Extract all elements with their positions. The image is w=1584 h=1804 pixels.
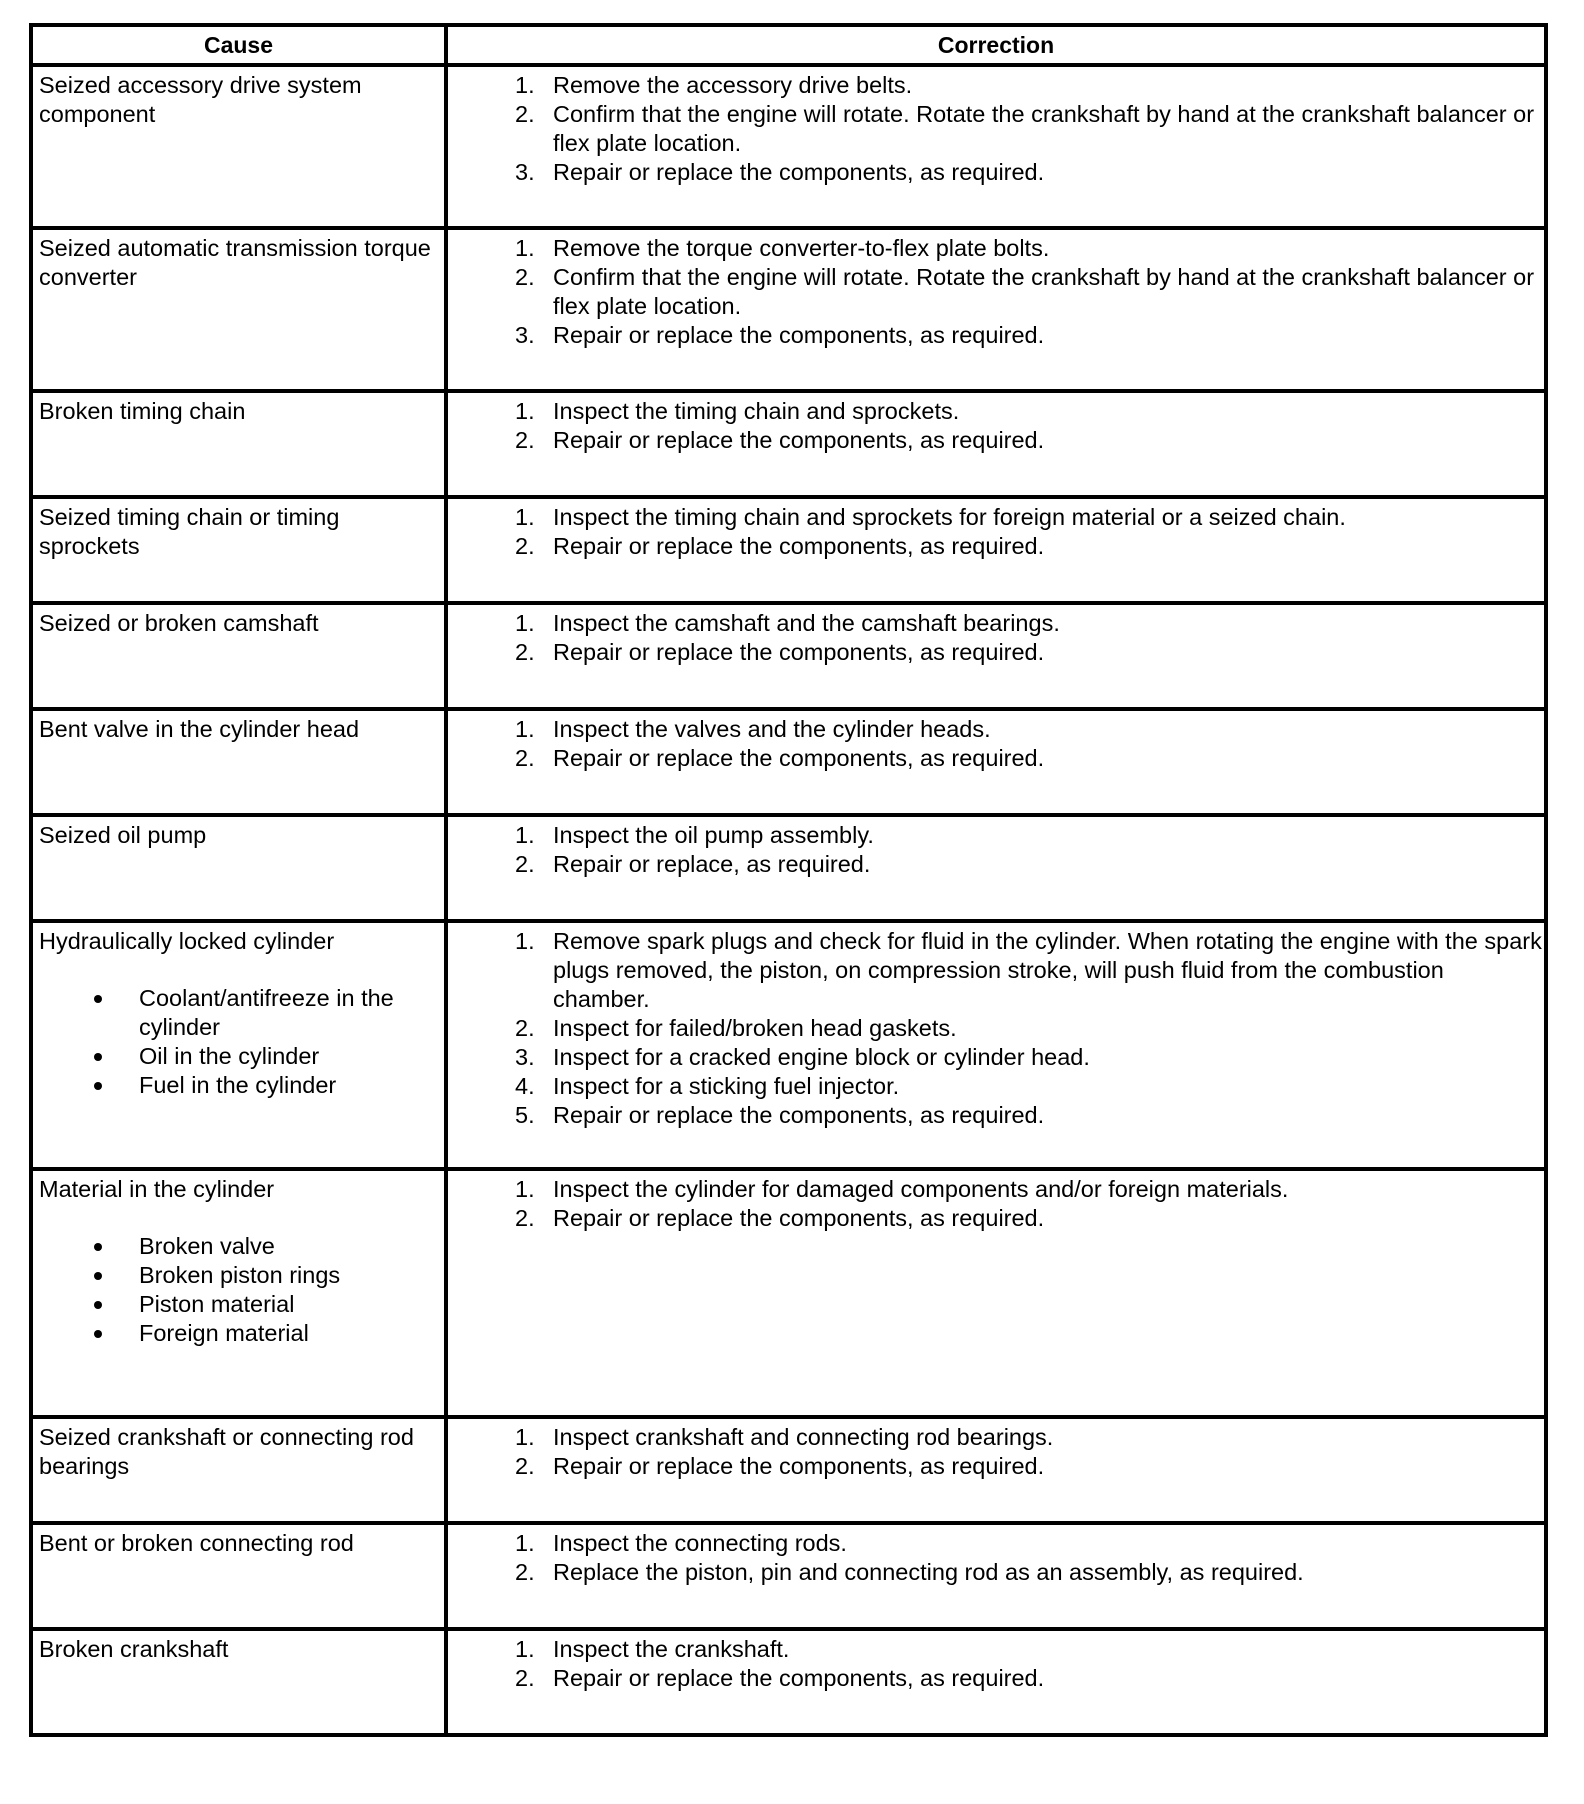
cause-text: Material in the cylinder: [39, 1176, 275, 1202]
step-number: 1.: [515, 1176, 535, 1202]
correction-steps: [448, 715, 1544, 773]
cause-text: Seized timing chain or timing sprockets: [39, 504, 340, 559]
correction-step: [448, 1635, 1544, 1664]
correction-step: [448, 1452, 1544, 1481]
table-row: [31, 1169, 1546, 1417]
step-text: Repair or replace the components, as required.: [553, 1453, 1045, 1479]
sub-cause-text: Foreign material: [139, 1320, 309, 1346]
bullet-icon: [39, 1261, 139, 1290]
step-text: Inspect the timing chain and sprockets.: [553, 398, 960, 424]
cause-cell: [31, 228, 446, 391]
sub-cause-item: [39, 1319, 438, 1348]
correction-step: [448, 1101, 1544, 1130]
step-number: 1.: [515, 822, 535, 848]
cause-text: Seized oil pump: [39, 822, 207, 848]
correction-step: [448, 426, 1544, 455]
table-row: [31, 603, 1546, 709]
step-text: Confirm that the engine will rotate. Rotate the crankshaft by hand at the crankshaft balancer or flex plate location.: [553, 101, 1535, 156]
header-row: [31, 25, 1546, 65]
cause-text: Seized crankshaft or connecting rod bearings: [39, 1424, 414, 1479]
correction-step: [448, 638, 1544, 667]
correction-step: [448, 532, 1544, 561]
step-text: Repair or replace the components, as required.: [553, 427, 1045, 453]
correction-cell: [446, 921, 1546, 1169]
correction-steps: [448, 397, 1544, 455]
cause-text: Seized accessory drive system component: [39, 72, 362, 127]
diagnostic-table: [29, 23, 1548, 1737]
step-text: Repair or replace the components, as required.: [553, 1665, 1045, 1691]
correction-step: [448, 744, 1544, 773]
step-text: Repair or replace the components, as required.: [553, 639, 1045, 665]
correction-step: [448, 609, 1544, 638]
correction-step: [448, 503, 1544, 532]
bullet-icon: [39, 984, 139, 1042]
step-number: 2.: [515, 427, 535, 453]
sub-cause-list: [39, 1232, 438, 1348]
table-row: [31, 1417, 1546, 1523]
cause-text: Broken timing chain: [39, 398, 246, 424]
table-body: [31, 65, 1546, 1735]
correction-cell: [446, 815, 1546, 921]
step-text: Repair or replace the components, as required.: [553, 533, 1045, 559]
sub-cause-item: [39, 984, 438, 1042]
step-number: 2.: [515, 851, 535, 877]
step-text: Inspect the crankshaft.: [553, 1636, 790, 1662]
step-text: Repair or replace the components, as required.: [553, 745, 1045, 771]
correction-cell: [446, 1523, 1546, 1629]
bullet-icon: [39, 1042, 139, 1071]
step-text: Repair or replace the components, as required.: [553, 159, 1045, 185]
correction-cell: [446, 65, 1546, 228]
correction-step: [448, 100, 1544, 158]
correction-step: [448, 927, 1544, 1014]
table-row: [31, 391, 1546, 497]
step-text: Inspect for a cracked engine block or cylinder head.: [553, 1044, 1090, 1070]
cause-cell: [31, 921, 446, 1169]
correction-cell: [446, 497, 1546, 603]
cause-text: Seized or broken camshaft: [39, 610, 319, 636]
step-text: Repair or replace, as required.: [553, 851, 871, 877]
step-text: Repair or replace the components, as required.: [553, 1102, 1045, 1128]
step-text: Inspect for a sticking fuel injector.: [553, 1073, 900, 1099]
table-row: [31, 1629, 1546, 1735]
correction-steps: [448, 71, 1544, 187]
correction-cell: [446, 1417, 1546, 1523]
step-text: Repair or replace the components, as required.: [553, 1205, 1045, 1231]
step-number: 1.: [515, 235, 535, 261]
correction-step: [448, 1423, 1544, 1452]
step-number: 3.: [515, 1044, 535, 1070]
step-text: Repair or replace the components, as required.: [553, 322, 1045, 348]
step-number: 1.: [515, 398, 535, 424]
sub-cause-item: [39, 1042, 438, 1071]
step-text: Inspect the timing chain and sprockets for foreign material or a seized chain.: [553, 504, 1346, 530]
sub-cause-text: Broken piston rings: [139, 1262, 341, 1288]
step-number: 2.: [515, 1453, 535, 1479]
correction-step: [448, 71, 1544, 100]
step-number: 2.: [515, 101, 535, 127]
sub-cause-item: [39, 1261, 438, 1290]
step-text: Confirm that the engine will rotate. Rotate the crankshaft by hand at the crankshaft balancer or flex plate location.: [553, 264, 1535, 319]
bullet-icon: [39, 1319, 139, 1348]
cause-cell: [31, 815, 446, 921]
sub-cause-item: [39, 1232, 438, 1261]
table-row: [31, 1523, 1546, 1629]
step-text: Inspect for failed/broken head gaskets.: [553, 1015, 957, 1041]
cause-cell: [31, 1629, 446, 1735]
correction-cell: [446, 228, 1546, 391]
correction-steps: [448, 234, 1544, 350]
step-number: 1.: [515, 72, 535, 98]
correction-step: [448, 1072, 1544, 1101]
step-number: 2.: [515, 745, 535, 771]
step-number: 2.: [515, 533, 535, 559]
correction-step: [448, 850, 1544, 879]
correction-step: [448, 821, 1544, 850]
correction-step: [448, 1175, 1544, 1204]
correction-cell: [446, 391, 1546, 497]
step-number: 1.: [515, 716, 535, 742]
correction-steps: [448, 609, 1544, 667]
correction-cell: [446, 603, 1546, 709]
correction-steps: [448, 821, 1544, 879]
correction-step: [448, 715, 1544, 744]
step-number: 1.: [515, 1636, 535, 1662]
cause-text: Hydraulically locked cylinder: [39, 928, 335, 954]
correction-step: [448, 263, 1544, 321]
cause-cell: [31, 1417, 446, 1523]
correction-steps: [448, 503, 1544, 561]
correction-steps: [448, 1175, 1544, 1233]
correction-step: [448, 1043, 1544, 1072]
cause-text: Bent or broken connecting rod: [39, 1530, 354, 1556]
bullet-icon: [39, 1071, 139, 1100]
correction-cell: [446, 709, 1546, 815]
step-number: 1.: [515, 504, 535, 530]
step-text: Inspect the oil pump assembly.: [553, 822, 874, 848]
step-number: 2.: [515, 264, 535, 290]
step-text: Replace the piston, pin and connecting rod as an assembly, as required.: [553, 1559, 1304, 1585]
correction-step: [448, 1558, 1544, 1587]
step-text: Inspect the camshaft and the camshaft bearings.: [553, 610, 1060, 636]
cause-cell: [31, 603, 446, 709]
table-row: [31, 815, 1546, 921]
sub-cause-text: Piston material: [139, 1291, 295, 1317]
correction-steps: [448, 1529, 1544, 1587]
table-row: [31, 65, 1546, 228]
step-number: 3.: [515, 322, 535, 348]
step-number: 2.: [515, 1205, 535, 1231]
sub-cause-text: Oil in the cylinder: [139, 1043, 320, 1069]
header-cause: Cause: [31, 25, 446, 65]
correction-steps: [448, 1423, 1544, 1481]
table-row: [31, 497, 1546, 603]
step-number: 3.: [515, 159, 535, 185]
table-row: [31, 709, 1546, 815]
correction-cell: [446, 1169, 1546, 1417]
correction-step: [448, 1664, 1544, 1693]
sub-cause-item: [39, 1290, 438, 1319]
sub-cause-text: Fuel in the cylinder: [139, 1072, 337, 1098]
step-number: 2.: [515, 1665, 535, 1691]
step-number: 1.: [515, 1530, 535, 1556]
cause-cell: [31, 1169, 446, 1417]
cause-text: Seized automatic transmission torque converter: [39, 235, 431, 290]
step-text: Inspect crankshaft and connecting rod bearings.: [553, 1424, 1054, 1450]
correction-step: [448, 234, 1544, 263]
cause-text: Broken crankshaft: [39, 1636, 229, 1662]
step-text: Inspect the valves and the cylinder heads.: [553, 716, 991, 742]
step-text: Remove the accessory drive belts.: [553, 72, 913, 98]
step-number: 1.: [515, 610, 535, 636]
table-row: [31, 228, 1546, 391]
cause-cell: [31, 391, 446, 497]
step-number: 4.: [515, 1073, 535, 1099]
sub-cause-text: Broken valve: [139, 1233, 275, 1259]
step-text: Remove spark plugs and check for fluid in the cylinder. When rotating the engine with the spark plugs removed, the piston, on compression stroke, will push fluid from the combustion chamber.: [553, 928, 1542, 1012]
correction-cell: [446, 1629, 1546, 1735]
correction-steps: [448, 927, 1544, 1130]
step-number: 1.: [515, 1424, 535, 1450]
correction-step: [448, 1529, 1544, 1558]
step-number: 2.: [515, 639, 535, 665]
step-number: 2.: [515, 1559, 535, 1585]
correction-steps: [448, 1635, 1544, 1693]
sub-cause-item: [39, 1071, 438, 1100]
sub-cause-list: [39, 984, 438, 1100]
correction-step: [448, 1204, 1544, 1233]
step-text: Inspect the connecting rods.: [553, 1530, 847, 1556]
cause-text: Bent valve in the cylinder head: [39, 716, 360, 742]
header-correction: Correction: [446, 25, 1546, 65]
step-text: Inspect the cylinder for damaged components and/or foreign materials.: [553, 1176, 1289, 1202]
table-row: [31, 921, 1546, 1169]
bullet-icon: [39, 1290, 139, 1319]
step-number: 1.: [515, 928, 535, 954]
correction-step: [448, 158, 1544, 187]
correction-step: [448, 321, 1544, 350]
cause-cell: [31, 1523, 446, 1629]
cause-cell: [31, 709, 446, 815]
step-number: 2.: [515, 1015, 535, 1041]
correction-step: [448, 1014, 1544, 1043]
cause-cell: [31, 497, 446, 603]
step-number: 5.: [515, 1102, 535, 1128]
correction-step: [448, 397, 1544, 426]
step-text: Remove the torque converter-to-flex plate bolts.: [553, 235, 1050, 261]
sub-cause-text: Coolant/antifreeze in the cylinder: [139, 985, 394, 1040]
bullet-icon: [39, 1232, 139, 1261]
cause-cell: [31, 65, 446, 228]
